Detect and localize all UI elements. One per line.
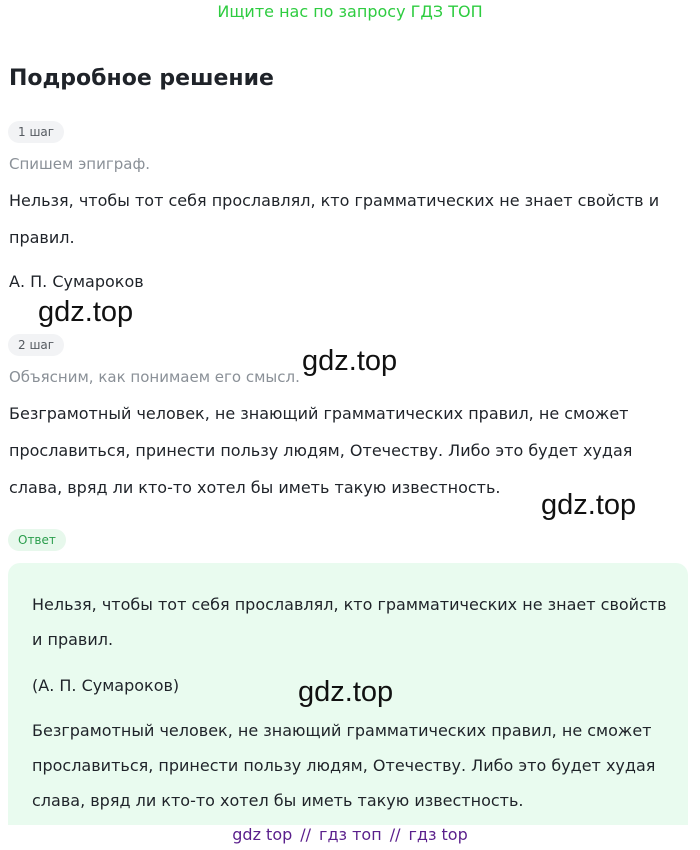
watermark: gdz.top (302, 345, 398, 377)
page-title: Подробное решение (9, 66, 274, 91)
top-banner: Ищите нас по запросу ГДЗ ТОП (217, 2, 483, 21)
step-1-epigraph: Нельзя, чтобы тот себя прославлял, кто грамматических не знает свойств и правил. (9, 191, 660, 247)
answer-epigraph: Нельзя, чтобы тот себя прославлял, кто грамматических не знает свойств и правил. (32, 595, 667, 649)
step-2-hint: Объясним, как понимаем его смысл. (9, 368, 300, 386)
footer-separator: // (389, 825, 401, 844)
watermark: gdz.top (541, 489, 637, 521)
footer-link-gdz-top-ru[interactable]: гдз топ (319, 825, 382, 844)
footer-links (0, 825, 700, 844)
step-2-explanation: Безграмотный человек, не знающий грамматических правил, не сможет прославиться, принести пользу людям, Отечеству. Либо это будет худая слава, вряд ли кто-то хотел бы иметь такую известность. (9, 404, 633, 497)
footer-link-gdz-top-mixed[interactable]: гдз top (408, 825, 468, 844)
step-1-badge: 1 шаг (8, 121, 64, 143)
watermark: gdz.top (38, 296, 134, 328)
footer-separator: // (300, 825, 312, 844)
answer-explanation: Безграмотный человек, не знающий грамматических правил, не сможет прославиться, принести пользу людям, Отечеству. Либо это будет худая слава, вряд ли кто-то хотел бы иметь такую известность. (32, 721, 656, 810)
answer-badge: Ответ (8, 529, 66, 551)
watermark: gdz.top (298, 676, 394, 708)
step-1-hint: Спишем эпиграф. (9, 155, 151, 173)
answer-author: (А. П. Сумароков) (32, 676, 180, 695)
footer-link-gdz-top[interactable]: gdz top (232, 825, 293, 844)
step-2-badge: 2 шаг (8, 334, 64, 356)
step-1-author: А. П. Сумароков (9, 272, 144, 291)
